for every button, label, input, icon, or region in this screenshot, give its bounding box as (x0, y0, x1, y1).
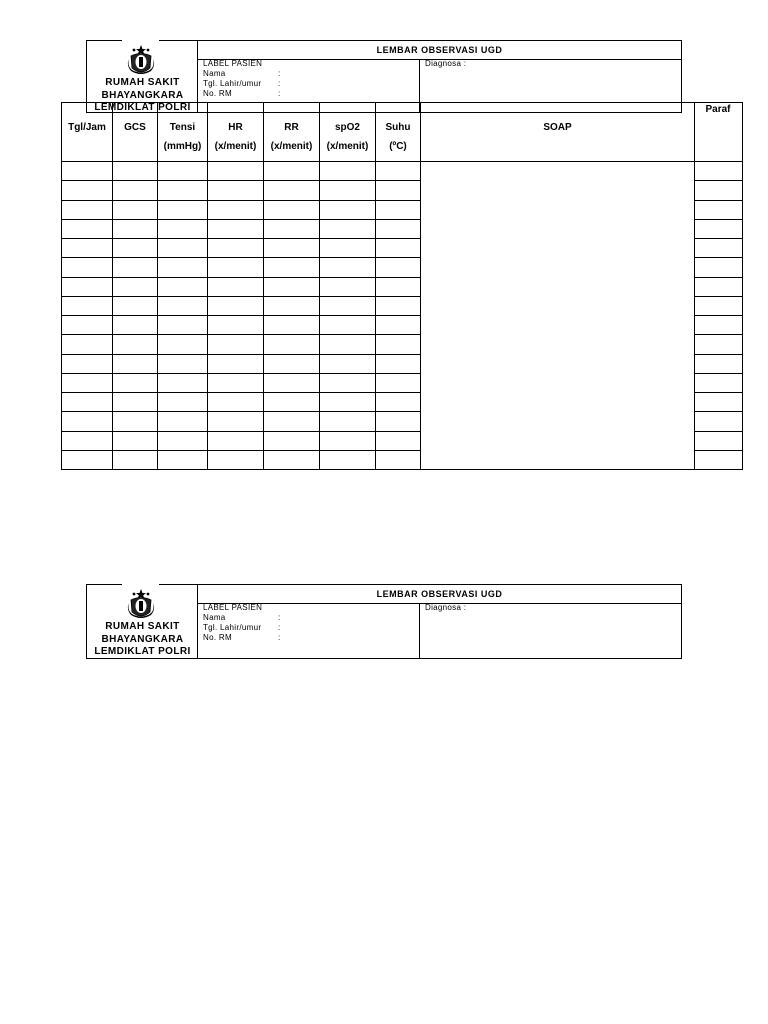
patient-header-box-2 (86, 584, 682, 659)
field-nama-2: Nama : (203, 613, 281, 622)
table-cell (694, 392, 743, 412)
table-cell (207, 431, 264, 451)
header-rr: RR (284, 122, 299, 133)
header-tgl-jam: Tgl/Jam (68, 122, 106, 133)
table-cell (694, 450, 743, 470)
header-gcs: GCS (124, 122, 146, 133)
diagnosa-section (420, 59, 681, 112)
table-cell (157, 238, 208, 258)
table-cell (694, 161, 743, 181)
table-cell (207, 411, 264, 431)
table-cell (61, 411, 113, 431)
table-cell (61, 334, 113, 354)
table-cell (207, 373, 264, 393)
table-cell (319, 219, 376, 239)
table-cell (694, 431, 743, 451)
table-cell (375, 257, 421, 277)
header-hr: HR (228, 122, 243, 133)
table-cell (207, 354, 264, 374)
table-cell (694, 257, 743, 277)
table-cell (694, 373, 743, 393)
table-cell (61, 373, 113, 393)
table-cell (263, 296, 320, 316)
table-cell (112, 315, 158, 335)
table-cell (112, 450, 158, 470)
table-cell (112, 431, 158, 451)
table-cell (694, 180, 743, 200)
table-cell (319, 354, 376, 374)
soap-cell (420, 161, 695, 470)
header-hr-unit: (x/menit) (214, 141, 257, 152)
table-cell (319, 411, 376, 431)
table-cell (375, 315, 421, 335)
hospital-logo-block (87, 41, 198, 112)
table-cell (157, 257, 208, 277)
table-cell (694, 296, 743, 316)
table-cell (263, 450, 320, 470)
table-cell (263, 315, 320, 335)
table-cell (319, 296, 376, 316)
table-cell (207, 238, 264, 258)
table-cell (157, 277, 208, 297)
table-cell (112, 219, 158, 239)
table-cell (112, 161, 158, 181)
table-cell (263, 180, 320, 200)
table-cell (375, 296, 421, 316)
table-cell (375, 354, 421, 374)
table-cell (375, 219, 421, 239)
table-cell (319, 334, 376, 354)
table-cell (263, 161, 320, 181)
table-cell (61, 238, 113, 258)
form-title-2: LEMBAR OBSERVASI UGD (198, 585, 681, 604)
table-cell (61, 354, 113, 374)
table-cell (694, 277, 743, 297)
patient-header-box (86, 40, 682, 113)
table-cell (319, 161, 376, 181)
table-cell (319, 238, 376, 258)
header-paraf: Paraf (705, 104, 731, 115)
table-cell (207, 180, 264, 200)
field-tgl-lahir-2: Tgl. Lahir/umur : (203, 623, 281, 632)
table-cell (112, 296, 158, 316)
table-cell (375, 277, 421, 297)
table-cell (207, 161, 264, 181)
table-cell (375, 180, 421, 200)
table-cell (319, 315, 376, 335)
header-spo2-unit: (x/menit) (326, 141, 369, 152)
table-cell (263, 238, 320, 258)
police-emblem-icon (122, 43, 160, 77)
hospital-logo-block-2 (87, 585, 198, 658)
header-rr-unit: (x/menit) (270, 141, 313, 152)
table-cell (319, 277, 376, 297)
table-cell (694, 315, 743, 335)
header-suhu-unit: (ºC) (389, 141, 407, 152)
field-nama: Nama : (203, 69, 281, 78)
table-cell (112, 180, 158, 200)
table-cell (375, 392, 421, 412)
table-cell (319, 257, 376, 277)
table-cell (157, 392, 208, 412)
table-cell (61, 257, 113, 277)
table-cell (207, 296, 264, 316)
table-cell (61, 450, 113, 470)
table-cell (61, 161, 113, 181)
header-soap: SOAP (543, 122, 572, 133)
table-cell (112, 200, 158, 220)
table-cell (263, 373, 320, 393)
police-emblem-icon (122, 587, 160, 621)
table-cell (375, 373, 421, 393)
table-cell (319, 450, 376, 470)
table-cell (319, 373, 376, 393)
table-cell (61, 431, 113, 451)
table-cell (375, 450, 421, 470)
table-cell (157, 296, 208, 316)
table-cell (207, 315, 264, 335)
table-cell (694, 354, 743, 374)
field-no-rm-2: No. RM : (203, 633, 281, 642)
table-cell (112, 238, 158, 258)
field-no-rm: No. RM : (203, 89, 281, 98)
table-cell (157, 161, 208, 181)
table-cell (375, 200, 421, 220)
table-cell (207, 450, 264, 470)
table-cell (207, 200, 264, 220)
header-spo2: spO2 (334, 122, 360, 133)
table-cell (112, 373, 158, 393)
table-cell (61, 315, 113, 335)
table-cell (61, 277, 113, 297)
label-pasien: LABEL PASIEN (203, 59, 263, 68)
table-cell (157, 180, 208, 200)
table-cell (157, 219, 208, 239)
table-cell (207, 392, 264, 412)
table-cell (157, 354, 208, 374)
table-cell (319, 431, 376, 451)
table-cell (112, 277, 158, 297)
table-cell (694, 411, 743, 431)
table-cell (694, 334, 743, 354)
table-cell (61, 200, 113, 220)
table-cell (375, 161, 421, 181)
table-cell (112, 354, 158, 374)
table-cell (157, 431, 208, 451)
table-cell (375, 431, 421, 451)
table-cell (263, 431, 320, 451)
table-cell (112, 411, 158, 431)
table-cell (157, 373, 208, 393)
table-cell (319, 200, 376, 220)
table-cell (263, 411, 320, 431)
table-cell (112, 334, 158, 354)
header-tensi: Tensi (169, 122, 196, 133)
table-cell (263, 277, 320, 297)
diagnosa-label: Diagnosa : (425, 59, 467, 68)
diagnosa-section-2 (420, 603, 681, 658)
table-cell (207, 257, 264, 277)
table-cell (61, 296, 113, 316)
header-tensi-unit: (mmHg) (163, 141, 202, 152)
table-cell (263, 392, 320, 412)
table-cell (207, 277, 264, 297)
table-cell (375, 238, 421, 258)
table-cell (375, 411, 421, 431)
table-cell (319, 180, 376, 200)
header-suhu: Suhu (385, 122, 411, 133)
table-cell (263, 219, 320, 239)
table-cell (694, 219, 743, 239)
field-tgl-lahir: Tgl. Lahir/umur : (203, 79, 281, 88)
table-cell (157, 334, 208, 354)
table-cell (694, 200, 743, 220)
table-cell (263, 257, 320, 277)
observation-table (61, 102, 742, 469)
table-cell (207, 219, 264, 239)
table-cell (61, 219, 113, 239)
table-cell (263, 200, 320, 220)
table-cell (157, 315, 208, 335)
table-cell (263, 354, 320, 374)
table-cell (207, 334, 264, 354)
patient-label-section (198, 59, 420, 112)
table-cell (694, 238, 743, 258)
table-cell (319, 392, 376, 412)
table-cell (157, 200, 208, 220)
form-title: LEMBAR OBSERVASI UGD (198, 41, 681, 60)
table-cell (112, 392, 158, 412)
diagnosa-label-2: Diagnosa : (425, 603, 467, 612)
table-cell (61, 180, 113, 200)
table-cell (112, 257, 158, 277)
patient-label-section-2 (198, 603, 420, 658)
label-pasien-2: LABEL PASIEN (203, 603, 263, 612)
table-cell (263, 334, 320, 354)
hospital-name: RUMAH SAKIT BHAYANGKARA LEMDIKLAT POLRI (94, 77, 191, 114)
table-cell (61, 392, 113, 412)
table-cell (157, 411, 208, 431)
hospital-name-2: RUMAH SAKIT BHAYANGKARA LEMDIKLAT POLRI (94, 621, 191, 658)
table-cell (157, 450, 208, 470)
table-cell (375, 334, 421, 354)
